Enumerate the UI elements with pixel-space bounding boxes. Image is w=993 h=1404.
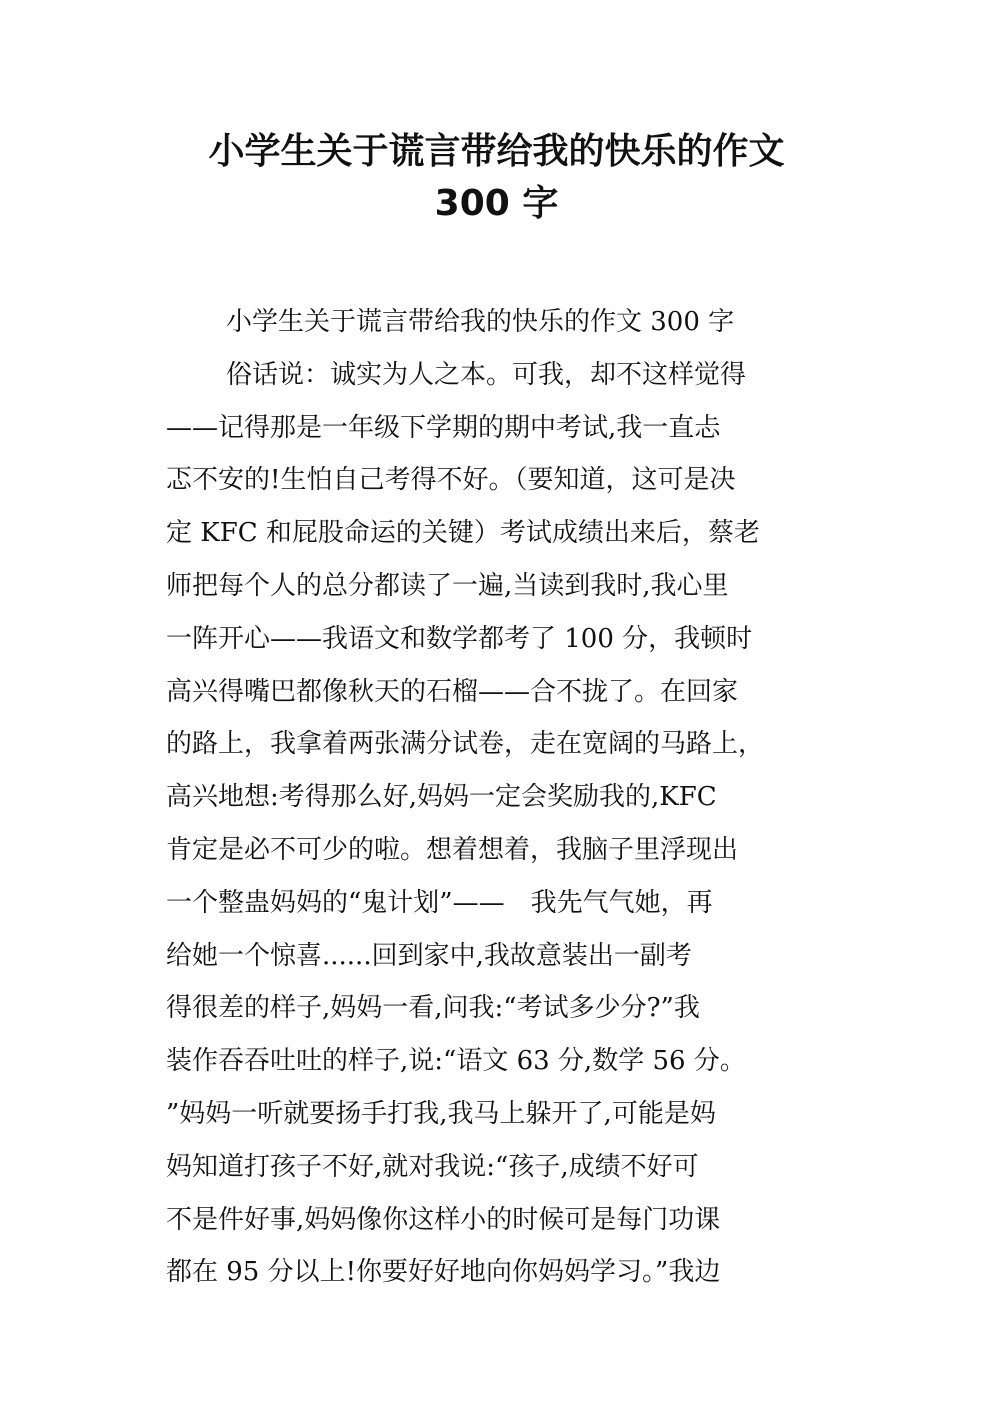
body-line: 俗话说：诚实为人之本。可我，却不这样觉得: [226, 359, 747, 390]
body-line: 高兴得嘴巴都像秋天的石榴——合不拢了。在回家: [166, 676, 739, 707]
body-line: 得很差的样子,妈妈一看,问我:“考试多少分?”我: [166, 993, 700, 1024]
body-line: ——记得那是一年级下学期的期中考试,我一直忐: [166, 412, 721, 443]
document-title-line-2: 300 字: [434, 183, 559, 224]
body-line: 一阵开心——我语文和数学都考了 100 分，我顿时: [166, 623, 753, 654]
body-line: 高兴地想:考得那么好,妈妈一定会奖励我的,KFC: [166, 782, 717, 813]
body-line: 忑不安的!生怕自己考得不好。（要知道，这可是决: [166, 465, 736, 496]
body-line: 给她一个惊喜......回到家中,我故意装出一副考: [166, 940, 692, 971]
body-line: 都在 95 分以上!你要好好地向你妈妈学习。”我边: [166, 1257, 721, 1288]
body-line: 的路上，我拿着两张满分试卷，走在宽阔的马路上，: [166, 729, 765, 760]
body-line: ”妈妈一听就要扬手打我,我马上躲开了,可能是妈: [166, 1098, 716, 1129]
article-body: [166, 296, 846, 1299]
body-line: 一个整蛊妈妈的“鬼计划”—— 我先气气她，再: [166, 887, 713, 918]
body-line: 小学生关于谎言带给我的快乐的作文 300 字: [226, 307, 735, 337]
body-line: 肯定是必不可少的啦。想着想着，我脑子里浮现出: [166, 834, 739, 865]
body-line: 装作吞吞吐吐的样子,说:“语文 63 分,数学 56 分。: [166, 1046, 746, 1077]
body-line: 不是件好事,妈妈像你这样小的时候可是每门功课: [166, 1204, 721, 1235]
body-line: 定 KFC 和屁股命运的关键）考试成绩出来后，蔡老: [166, 518, 760, 549]
body-line: 妈知道打孩子不好,就对我说:“孩子,成绩不好可: [166, 1151, 699, 1182]
body-line: 师把每个人的总分都读了一遍,当读到我时,我心里: [166, 570, 729, 601]
document-title-line-1: 小学生关于谎言带给我的快乐的作文: [208, 131, 785, 172]
